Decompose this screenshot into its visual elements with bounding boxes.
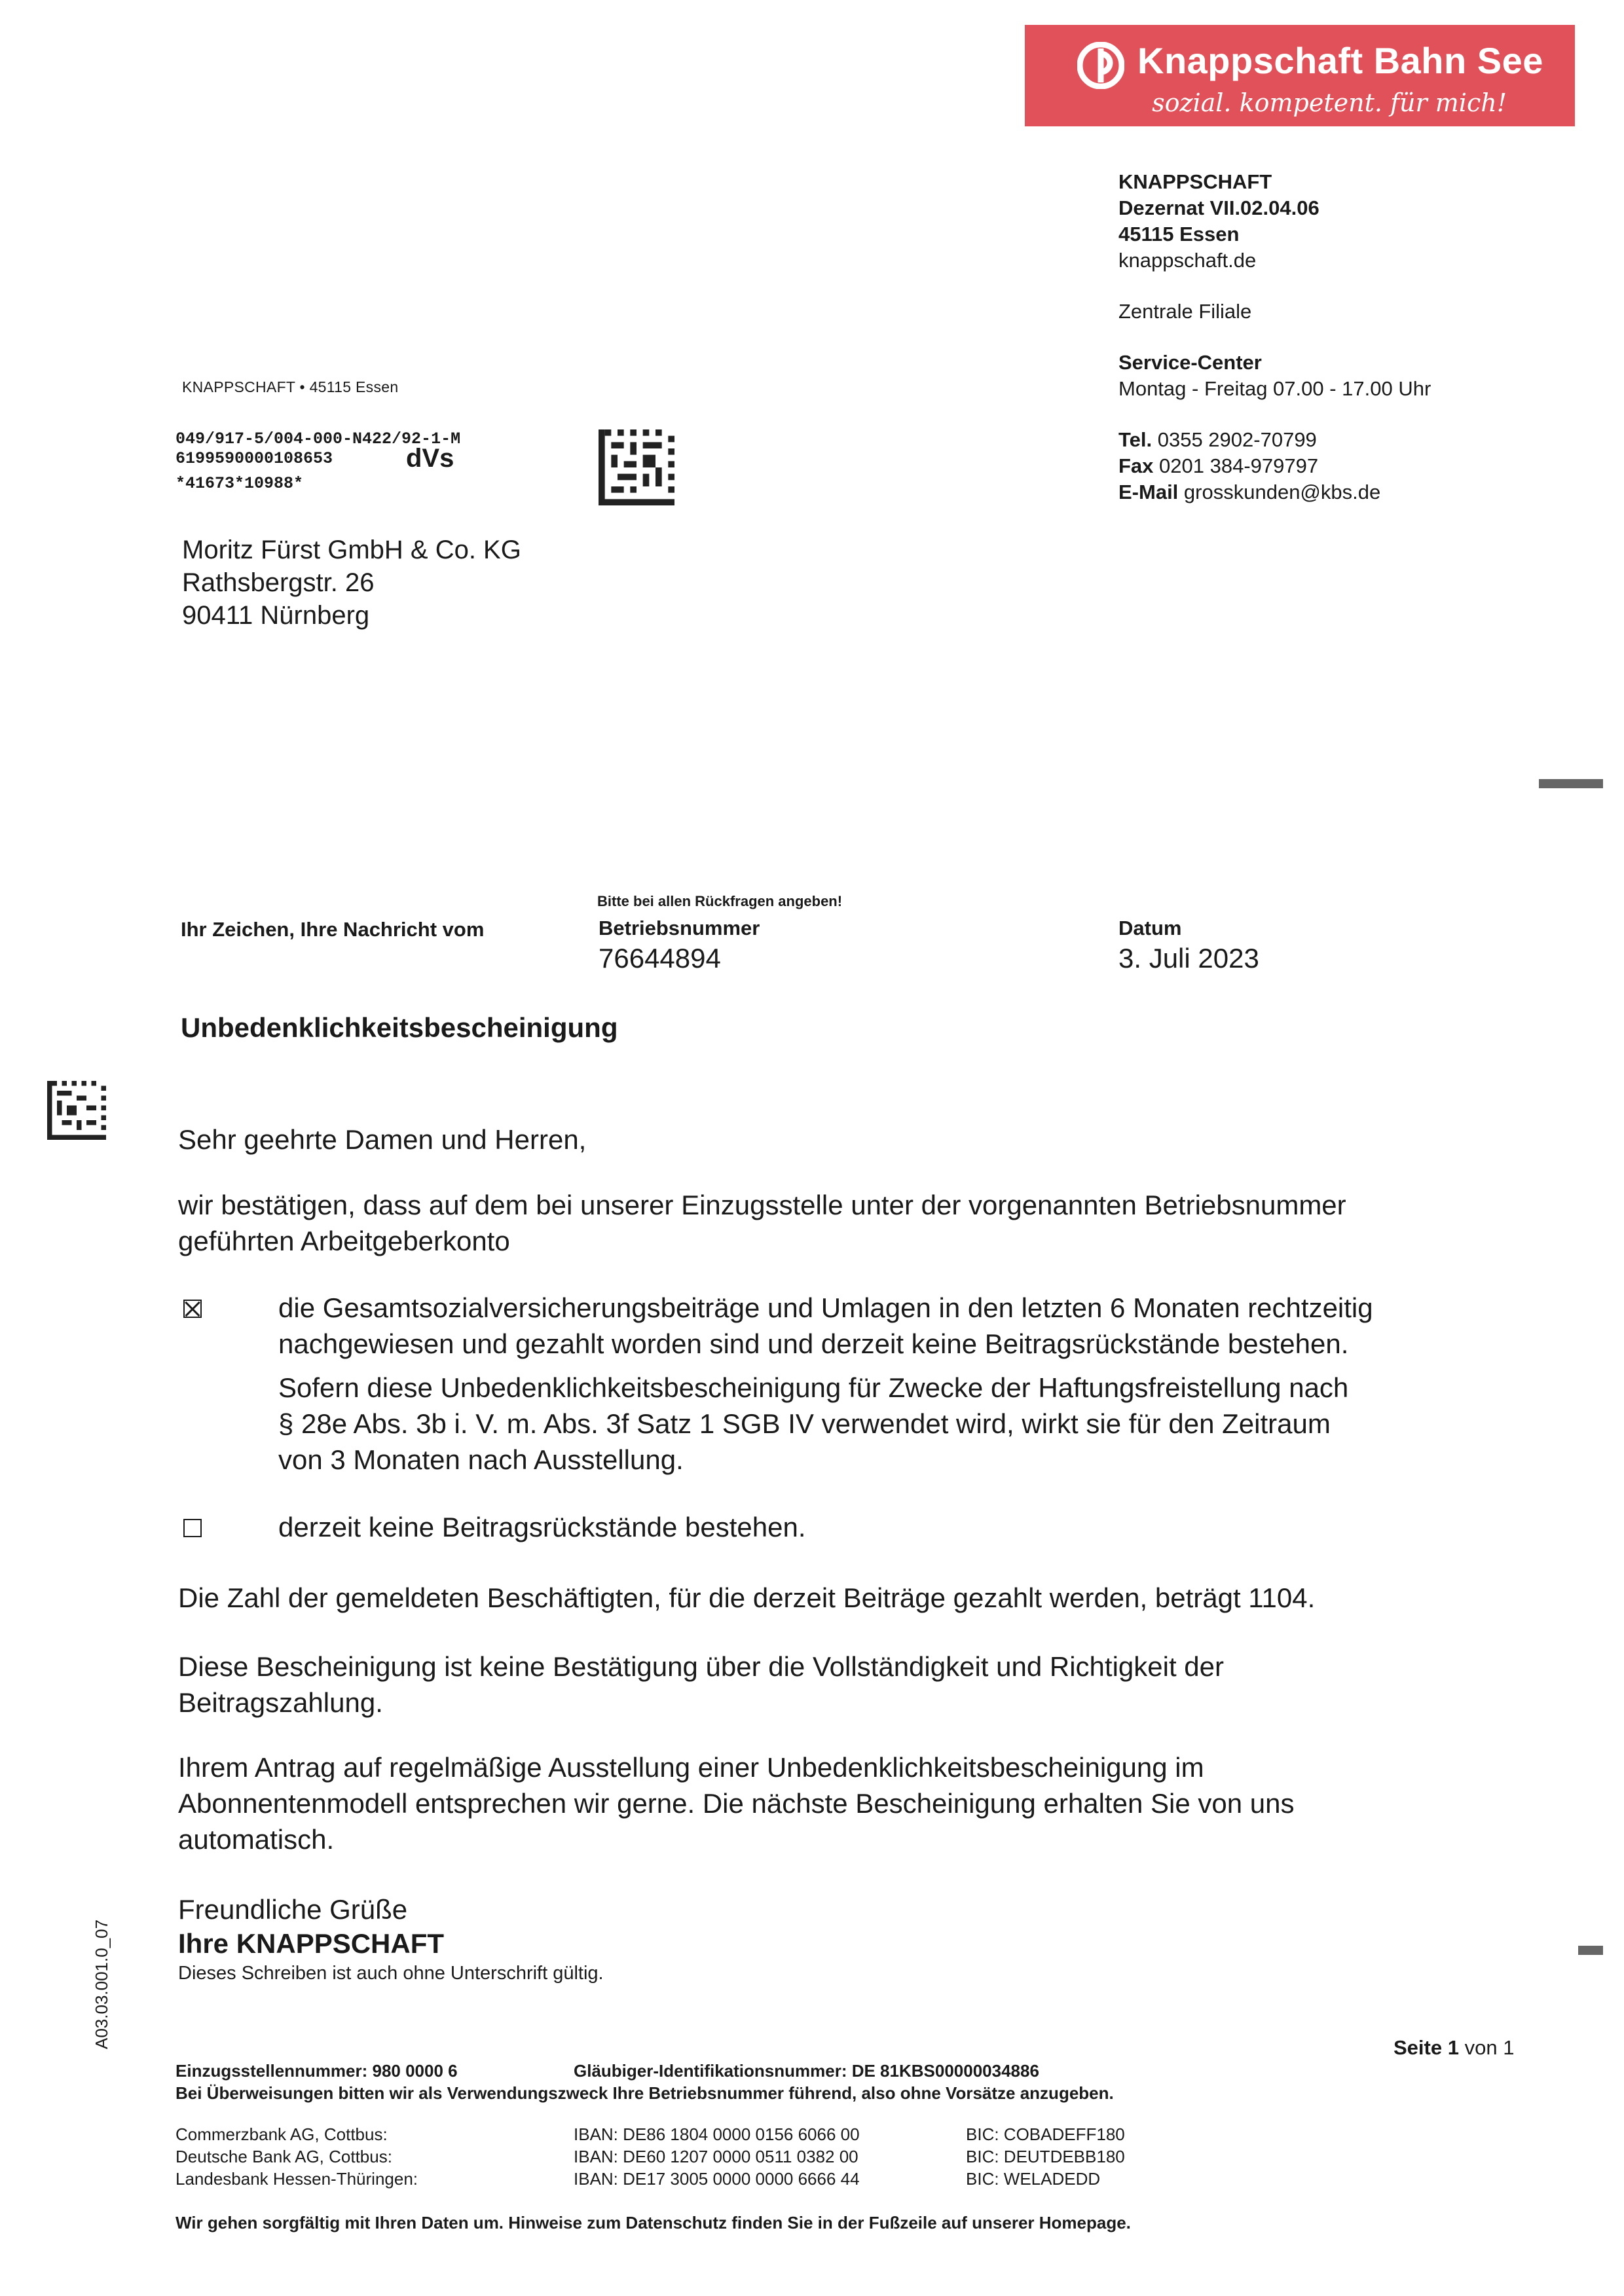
knappschaft-logo-icon	[1077, 42, 1124, 89]
bank-bic: BIC: WELADEDD	[966, 2169, 1101, 2189]
sender-branch: Zentrale Filiale	[1118, 300, 1252, 323]
intro-paragraph	[178, 1187, 1475, 1259]
text-line: von 3 Monaten nach Ausstellung.	[278, 1444, 684, 1475]
recipient-address	[182, 534, 521, 632]
postal-code-line: 6199590000108653	[175, 449, 333, 468]
text-line: Abonnentenmodell entsprechen wir gerne. Die nächste Bescheinigung erhalten Sie von uns	[178, 1788, 1295, 1819]
datamatrix-barcode-icon	[47, 1080, 106, 1140]
collection-office-number: Einzugsstellennummer: 980 0000 6	[175, 2061, 458, 2081]
bank-name: Commerzbank AG, Cottbus:	[175, 2124, 388, 2144]
bank-names	[175, 2123, 418, 2190]
text-line: Sofern diese Unbedenklichkeitsbescheinigung für Zwecke der Haftungsfreistellung nach	[278, 1372, 1349, 1403]
fold-mark	[1539, 779, 1603, 788]
text-line: wir bestätigen, dass auf dem bei unserer Einzugsstelle unter der vorgenannten Betriebsnummer	[178, 1190, 1346, 1220]
creditor-id: Gläubiger-Identifikationsnummer: DE 81KBS00000034886	[574, 2061, 1039, 2081]
return-address: KNAPPSCHAFT • 45115 Essen	[182, 378, 399, 395]
privacy-note: Wir gehen sorgfältig mit Ihren Daten um. Hinweise zum Datenschutz finden Sie in der Fußzeile auf unserer Homepage.	[175, 2213, 1131, 2232]
brand-name: Knappschaft Bahn See	[1137, 40, 1543, 81]
subscription-paragraph	[178, 1749, 1475, 1857]
tel-label: Tel.	[1118, 428, 1153, 451]
your-reference-label: Ihr Zeichen, Ihre Nachricht vom	[181, 918, 485, 941]
bank-bics	[966, 2123, 1125, 2190]
sender-tel	[1118, 427, 1431, 453]
fax-label: Fax	[1118, 454, 1154, 477]
service-hours: Montag - Freitag 07.00 - 17.00 Uhr	[1118, 377, 1431, 400]
service-center-title: Service-Center	[1118, 351, 1262, 374]
company-number-label: Betriebsnummer	[599, 917, 760, 939]
option1-note	[278, 1370, 1477, 1478]
page-current: 1	[1447, 2036, 1459, 2059]
transfer-note: Bei Überweisungen bitten wir als Verwendungszweck Ihre Betriebsnummer führend, also ohne Vorsätze anzugeben.	[175, 2083, 1114, 2103]
page-total: von 1	[1464, 2036, 1515, 2059]
sender-fax	[1118, 453, 1431, 479]
option1-checkbox-checked	[183, 1300, 202, 1318]
bank-name: Deutsche Bank AG, Cottbus:	[175, 2147, 392, 2166]
disclaimer-paragraph	[178, 1649, 1475, 1721]
company-number: 76644894	[599, 943, 721, 974]
text-line: die Gesamtsozialversicherungsbeiträge und Umlagen in den letzten 6 Monaten rechtzeitig	[278, 1292, 1373, 1323]
postal-code-line: *41673*10988*	[175, 474, 304, 493]
letter-subject: Unbedenklichkeitsbescheinigung	[181, 1012, 618, 1043]
closing-note: Dieses Schreiben ist auch ohne Unterschrift gültig.	[178, 1963, 604, 1984]
sender-city: 45115 Essen	[1118, 223, 1240, 246]
sender-block	[1118, 169, 1431, 505]
option1-text	[278, 1290, 1477, 1362]
tel-value: 0355 2902-70799	[1157, 428, 1317, 451]
email-label: E-Mail	[1118, 481, 1179, 503]
closing-signer: Ihre KNAPPSCHAFT	[178, 1928, 445, 1959]
bank-iban: IBAN: DE60 1207 0000 0511 0382 00	[574, 2147, 858, 2166]
brand-logo	[1025, 25, 1575, 126]
option2-text: derzeit keine Beitragsrückstände bestehen.	[278, 1512, 806, 1542]
employee-count-paragraph: Die Zahl der gemeldeten Beschäftigten, für die derzeit Beiträge gezahlt werden, beträgt 1104.	[178, 1582, 1316, 1613]
reference-hint: Bitte bei allen Rückfragen angeben!	[597, 893, 843, 909]
datamatrix-barcode-icon	[599, 429, 674, 506]
recipient-line: Moritz Fürst GmbH & Co. KG	[182, 536, 521, 564]
text-line: nachgewiesen und gezahlt worden sind und derzeit keine Beitragsrückstände bestehen.	[278, 1328, 1349, 1359]
text-line: geführten Arbeitgeberkonto	[178, 1226, 510, 1256]
sender-org: KNAPPSCHAFT	[1118, 170, 1272, 193]
bank-iban: IBAN: DE86 1804 0000 0156 6066 00	[574, 2124, 860, 2144]
email-value[interactable]: grosskunden@kbs.de	[1183, 481, 1381, 503]
bank-ibans	[574, 2123, 860, 2190]
sender-dept: Dezernat VII.02.04.06	[1118, 196, 1320, 219]
recipient-line: Rathsbergstr. 26	[182, 568, 375, 597]
postal-code-line: 049/917-5/004-000-N422/92-1-M	[175, 429, 461, 448]
brand-slogan: sozial. kompetent. für mich!	[1152, 88, 1507, 117]
form-code: A03.03.001.0_07	[92, 1919, 111, 2049]
text-line: Diese Bescheinigung ist keine Bestätigung über die Vollständigkeit und Richtigkeit der	[178, 1651, 1224, 1682]
date-label: Datum	[1118, 917, 1182, 939]
bank-name: Landesbank Hessen-Thüringen:	[175, 2169, 418, 2189]
option2-checkbox-unchecked	[183, 1519, 202, 1537]
text-line: § 28e Abs. 3b i. V. m. Abs. 3f Satz 1 SGB IV verwendet wird, wirkt sie für den Zeitraum	[278, 1408, 1331, 1439]
closing-greeting: Freundliche Grüße	[178, 1894, 408, 1925]
letter-date: 3. Juli 2023	[1118, 943, 1259, 974]
salutation: Sehr geehrte Damen und Herren,	[178, 1124, 587, 1155]
sender-email	[1118, 479, 1431, 505]
fax-value: 0201 384-979797	[1159, 454, 1319, 477]
text-line: Ihrem Antrag auf regelmäßige Ausstellung einer Unbedenklichkeitsbescheinigung im	[178, 1752, 1204, 1783]
recipient-line: 90411 Nürnberg	[182, 601, 370, 630]
sender-website[interactable]: knappschaft.de	[1118, 249, 1257, 272]
fold-mark	[1578, 1946, 1603, 1955]
text-line: Beitragszahlung.	[178, 1687, 383, 1718]
text-line: automatisch.	[178, 1824, 335, 1855]
page-indicator	[1393, 2036, 1514, 2060]
page-label: Seite	[1393, 2036, 1443, 2059]
bank-iban: IBAN: DE17 3005 0000 0000 6666 44	[574, 2169, 860, 2189]
postal-mark: dVs	[406, 444, 454, 473]
bank-bic: BIC: DEUTDEBB180	[966, 2147, 1125, 2166]
bank-bic: BIC: COBADEFF180	[966, 2124, 1125, 2144]
